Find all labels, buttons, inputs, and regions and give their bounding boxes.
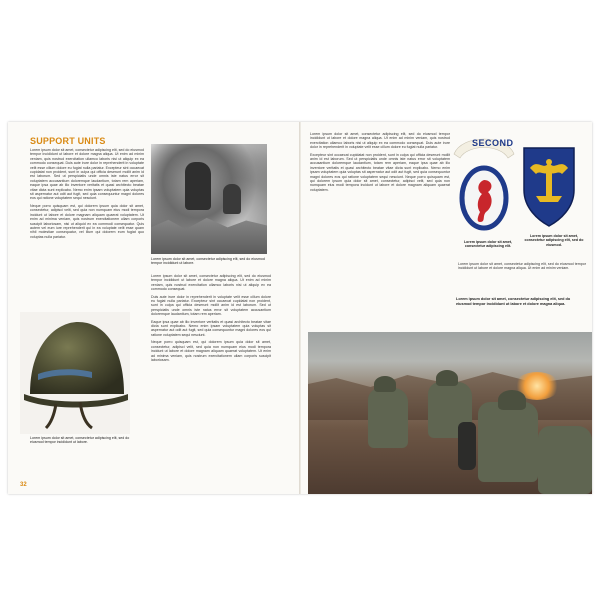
photo-helmet-2 xyxy=(436,370,458,386)
left-col1-para-2: Neque porro quisquam est, qui dolorem ipsum quia dolor sit amet, consectetur, adipisci velit, sed quia non numquam eius modi tempora incidunt ut labore et dolore magnam aliquam quaerat voluptatem. Ut enim ad minima veniam, quis nostrum exercitationem ullam corporis suscipit laboriosam, nisi ut aliquid ex ea commodi consequatur. Quis autem vel eum iure reprehenderit qui in ea voluptate velit esse quam nihil molestiae consequatur, vel illum qui dolorem eum fugiat quo voluptas nulla pariatur. xyxy=(30,203,144,239)
patch-second-label: SECOND xyxy=(472,138,514,148)
left-col2-para-4: Neque porro quisquam est, qui dolorem ipsum quia dolor sit amet, consectetur, adipisci velit, sed quia non numquam eius modi tempora incidunt ut labore et dolore magnam aliquam quaerat voluptatem. Ut enim ad minima veniam, quis nostrum exercitationem ullam corporis suscipit laboriosam. xyxy=(151,340,271,362)
photo-m1-helmet xyxy=(20,312,130,434)
helmet-caption: Lorem ipsum dolor sit amet, consectetur adipiscing elit, sed do eiusmod tempor incididunt ut labore. xyxy=(30,436,130,445)
patch-right-caption: Lorem ipsum dolor sit amet, consectetur adipiscing elit, sed do eiusmod. xyxy=(524,234,584,247)
photo-beach-assault xyxy=(308,332,592,494)
right-column-1 xyxy=(310,132,450,328)
left-column-2 xyxy=(151,274,271,474)
photo-soldier-figure xyxy=(185,162,211,210)
page-number: 32 xyxy=(20,482,27,488)
photo-soldier-figure-2 xyxy=(223,184,241,214)
photo-soldiers-ruins xyxy=(151,144,267,254)
photo-helmet-3 xyxy=(498,390,526,410)
left-col2-para-1: Lorem ipsum dolor sit amet, consectetur adipiscing elit, sed do eiusmod tempor incididunt ut labore et dolore magna aliqua. Ut enim ad minim veniam, quis nostrud exercitation ullamco laboris nisi ut aliquip ex ea commodo consequat. xyxy=(151,274,271,292)
right-col1-para-2: Excepteur sint occaecat cupidatat non proident, sunt in culpa qui officia deserunt mollit anim id est laborum. Sed ut perspiciatis unde omnis iste natus error sit voluptatem accusantium doloremque laudantium, totam rem aperiam, eaque ipsa quae ab illo inventore veritatis et quasi architecto beatae vitae dicta sunt explicabo. Nemo enim ipsam voluptatem quia voluptas sit aspernatur aut odit aut fugit, sed quia consequuntur magni dolores eos qui ratione voluptatem sequi nesciunt. Neque porro quisquam est, qui dolorem ipsum quia dolor sit amet, consectetur, adipisci velit, sed quia non numquam eius modi tempora incidunt ut labore et dolore magnam aliquam quaerat voluptatem. xyxy=(310,152,450,192)
flamethrower-tank xyxy=(458,422,476,470)
left-col2-para-2: Duis aute irure dolor in reprehenderit in voluptate velit esse cillum dolore eu fugiat nulla pariatur. Excepteur sint occaecat cupidatat non proident, sunt in culpa qui officia deserunt mollit anim id est laborum. Sed ut perspiciatis unde omnis iste natus error sit voluptatem accusantium doloremque laudantium, totam rem aperiam. xyxy=(151,294,271,317)
photo-trooper-3 xyxy=(478,402,538,482)
book-spread xyxy=(8,122,592,494)
photo-trooper-4 xyxy=(538,426,592,494)
section-title: SUPPORT UNITS xyxy=(30,136,106,146)
photo-helmet-1 xyxy=(374,376,396,392)
patch-left-caption: Lorem ipsum dolor sit amet, consectetur adipiscing elit. xyxy=(463,240,513,249)
photo-debris xyxy=(151,216,267,254)
photo-trooper-1 xyxy=(368,388,408,448)
right-col2-para-1: Lorem ipsum dolor sit amet, consectetur adipiscing elit, sed do eiusmod tempor incididunt ut labore et dolore magna aliqua. Ut enim ad minim veniam. xyxy=(458,262,586,271)
patch-engineer-special-brigade xyxy=(520,142,578,235)
right-col1-para-1: Lorem ipsum dolor sit amet, consectetur adipiscing elit, sed do eiusmod tempor incididunt ut labore et dolore magna aliqua. Ut enim ad minim veniam, quis nostrud exercitation ullamco laboris nisi ut aliquip ex ea commodo consequat. Duis aute irure dolor in reprehenderit in voluptate velit esse cillum dolore eu fugiat nulla pariatur. xyxy=(310,132,450,150)
photo-ruins-caption: Lorem ipsum dolor sit amet, consectetur adipiscing elit, sed do eiusmod tempor incididunt ut labore. xyxy=(151,257,265,266)
left-col2-para-3: Eaque ipsa quae ab illo inventore veritatis et quasi architecto beatae vitae dicta sunt explicabo. Nemo enim ipsam voluptatem quia voluptas sit aspernatur aut odit aut fugit, sed quia consequuntur magni dolores eos qui ratione voluptatem sequi nesciunt. xyxy=(151,319,271,337)
page-gutter xyxy=(299,122,301,494)
left-col1-para-1: Lorem ipsum dolor sit amet, consectetur adipiscing elit, sed do eiusmod tempor incididunt ut labore et dolore magna aliqua. Ut enim ad minim veniam, quis nostrud exercitation ullamco laboris nisi ut aliquip ex ea commodo consequat. Duis aute irure dolor in reprehenderit in voluptate velit esse cillum dolore eu fugiat nulla pariatur. Excepteur sint occaecat cupidatat non proident, sunt in culpa qui officia deserunt mollit anim id est laborum. Sed ut perspiciatis unde omnis iste natus error sit voluptatem accusantium doloremque laudantium, totam rem aperiam, eaque ipsa quae ab illo inventore veritatis et quasi architecto beatae vitae dicta sunt explicabo. Nemo enim ipsam voluptatem quia voluptas sit aspernatur aut odit aut fugit, sed quia consequuntur magni dolores eos qui ratione voluptatem sequi nesciunt. xyxy=(30,148,144,201)
right-column-2 xyxy=(458,262,586,288)
shield-eagle-patch-icon xyxy=(520,142,578,230)
helmet-illustration xyxy=(20,312,130,434)
beach-photo-caption: Lorem ipsum dolor sit amet, consectetur adipiscing elit, sed do eiusmod tempor incididunt ut labore et dolore magna aliqua. xyxy=(456,297,571,306)
